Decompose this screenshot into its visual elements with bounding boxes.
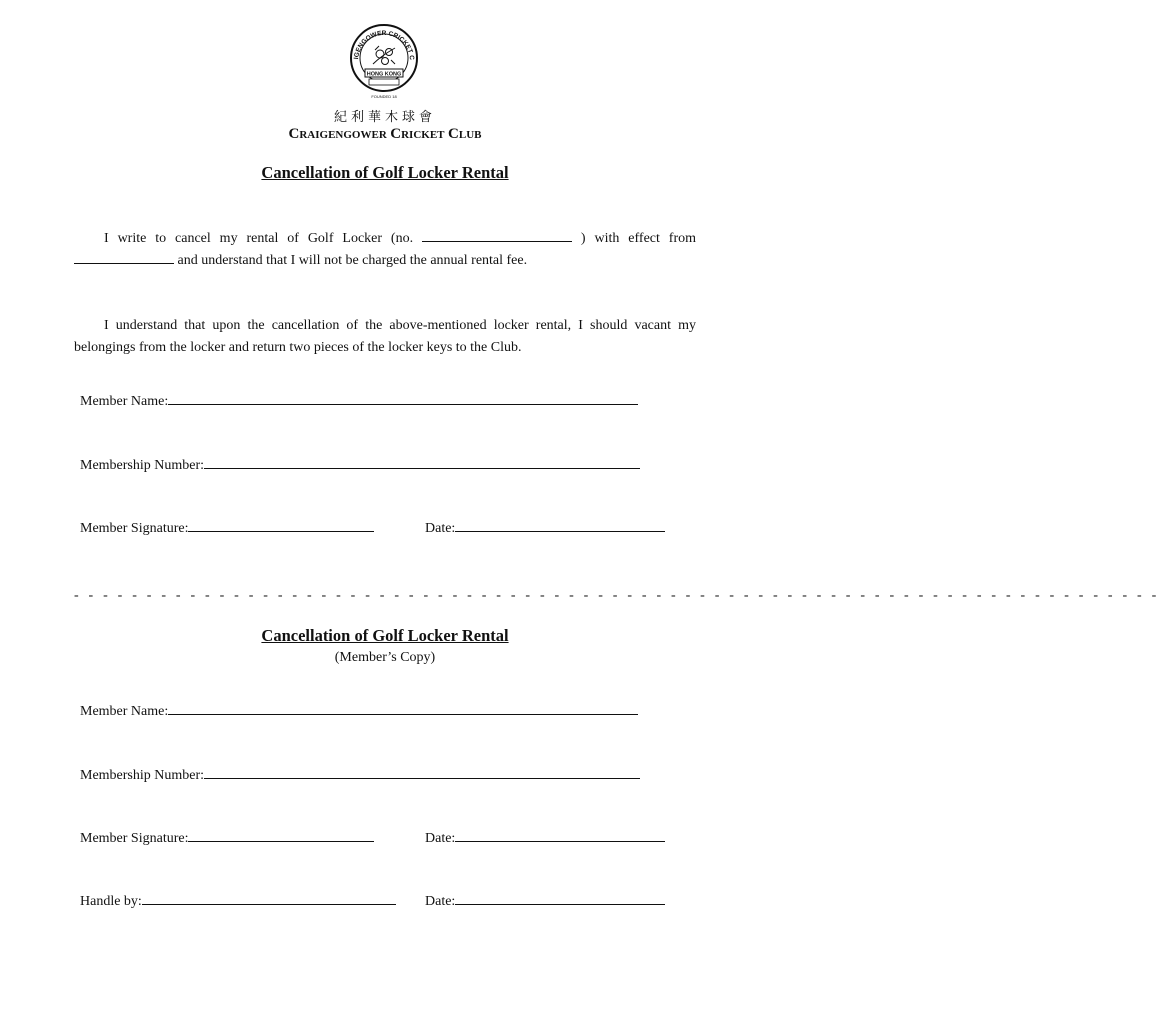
para2-text: I understand that upon the cancellation of the above-mentioned locker rental, I should vacant my belongings from the locker and return two pieces of the locker keys to the Club. [74,318,696,355]
copy-subtitle: (Member’s Copy) [334,650,436,665]
copy-date-row [425,828,665,847]
club-logo [345,22,423,102]
member-name-row [80,391,638,410]
locker-number-field[interactable] [422,228,572,242]
membership-number-field[interactable] [204,455,640,469]
copy-member-name-label: Member Name: [80,704,169,719]
handle-by-row [80,891,396,910]
member-signature-field[interactable] [188,518,374,532]
effective-date-field[interactable] [74,250,174,264]
date-field[interactable] [455,518,665,532]
paragraph-1 [74,228,696,272]
cut-line: - - - - - - - - - - - - - - - - - - - - - - - - - - - - - - - - - - - - - - - - - - - - - - - - - - - - - - - - - - - - - - - - - - - - - - - - - - - [74,588,1159,603]
paragraph-2 [74,315,696,359]
member-name-field[interactable] [168,391,638,405]
copy-member-signature-label: Member Signature: [80,831,189,846]
form-title: Cancellation of Golf Locker Rental [261,163,509,182]
club-name [0,126,770,143]
copy-member-signature-row [80,828,374,847]
date-row [425,518,665,537]
handle-by-field[interactable] [142,891,396,905]
member-name-label: Member Name: [80,394,169,409]
copy-membership-number-label: Membership Number: [80,768,205,783]
copy-membership-number-row [80,765,640,784]
handle-by-label: Handle by: [80,894,142,909]
para1-text-a: I write to cancel my rental of Golf Locker (no. [104,231,414,246]
copy-member-name-row [80,701,638,720]
date-label: Date: [425,521,456,536]
copy-membership-number-field[interactable] [204,765,640,779]
member-signature-label: Member Signature: [80,521,189,536]
copy-member-name-field[interactable] [168,701,638,715]
copy-member-signature-field[interactable] [188,828,374,842]
club-chinese-name: 紀利華木球會 [333,109,436,124]
copy-date-label: Date: [425,831,456,846]
copy-date-field[interactable] [455,828,665,842]
membership-number-label: Membership Number: [80,458,205,473]
logo-text-top: IGENGOWER CRICKET C [353,29,416,61]
member-signature-row [80,518,374,537]
logo-founded: FOUNDED 18 [371,94,397,99]
club-name-text: CRAIGENGOWER CRICKET CLUB [288,126,482,142]
para1-text-c: and understand that I will not be charged the annual rental fee. [177,253,528,268]
copy-date2-field[interactable] [455,891,665,905]
logo-text-bottom: HONG KONG [366,71,402,78]
copy-date2-row [425,891,665,910]
membership-number-row [80,455,640,474]
copy-title: Cancellation of Golf Locker Rental [261,626,509,645]
copy-date2-label: Date: [425,894,456,909]
para1-text-b: ) with effect from [580,231,697,246]
